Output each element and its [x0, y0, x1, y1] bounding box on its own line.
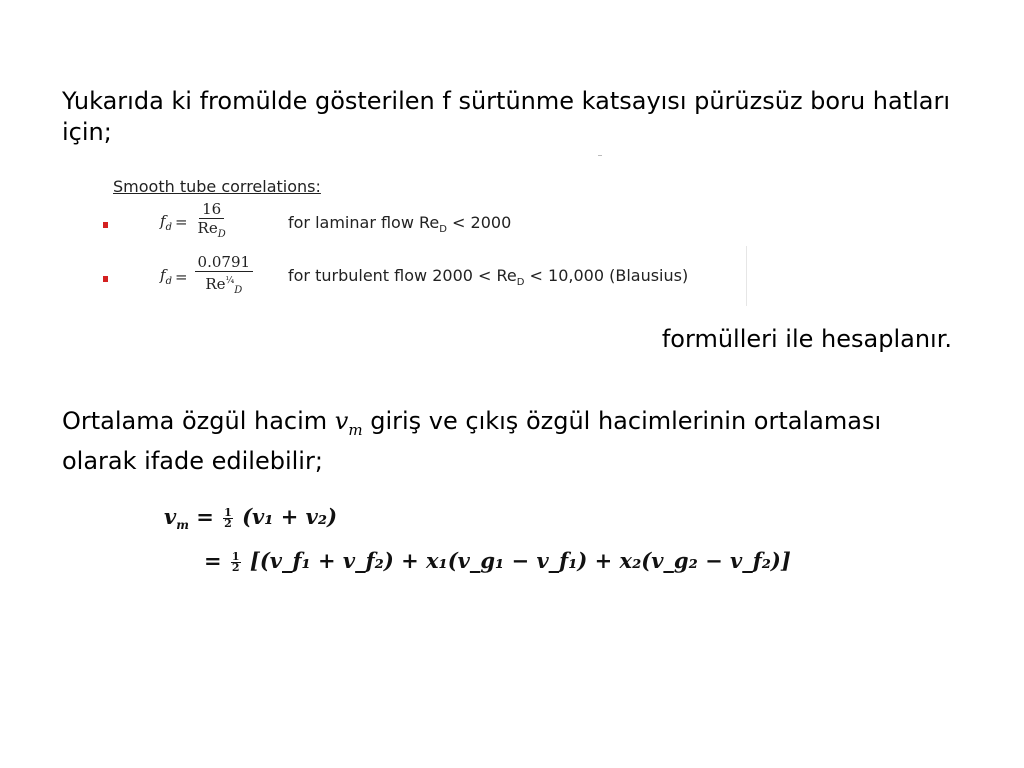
equation-line-2-rest: [(v_f₁ + v_f₂) + x₁(v_g₁ − v_f₁) + x₂(v_g₂ − v_f₂)]: [249, 548, 791, 573]
equals-sign: =: [174, 213, 188, 231]
correlations-title: Smooth tube correlations:: [113, 177, 321, 196]
vm-lhs: $v_m$: [164, 504, 189, 533]
equation-line-2: = $\frac{1}{2}$ [(v_f₁ + v_f₂) + x₁(v_g₁ − v_f₁) + x₂(v_g₂ − v_f₂)]: [204, 548, 791, 574]
formula-lhs: $f_d$: [160, 266, 172, 287]
one-half-fraction: $\frac{1}{2}$: [224, 506, 232, 530]
formula-fraction: $\frac{16}{Re_D}$: [197, 200, 226, 240]
turbulent-description: for turbulent flow $2000 < Re_D < 10,000$ (Blausius): [288, 266, 689, 289]
formula-lhs: $f_d$: [160, 211, 172, 233]
intro-paragraph: Yukarıda ki fromülde gösterilen f sürtünme katsayısı pürüzsüz boru hatları için;: [62, 87, 951, 146]
average-volume-paragraph: Ortalama özgül hacim $v_m$ giriş ve çıkış özgül hacimlerinin ortalaması olarak ifade edilebilir;: [62, 407, 882, 475]
bullet-icon: [103, 222, 108, 228]
laminar-formula: [160, 200, 229, 244]
turbulent-formula: [160, 253, 253, 300]
smooth-tube-correlations-image: [98, 158, 750, 310]
bullet-icon: [103, 276, 108, 282]
equation-line-1: $v_m$ = $\frac{1}{2}$ (v₁ + v₂): [164, 504, 337, 533]
one-half-fraction: $\frac{1}{2}$: [231, 550, 240, 574]
equals-sign: =: [174, 267, 188, 286]
laminar-description: for laminar flow $Re_D < 2000$: [288, 213, 512, 236]
formulas-conclusion: formülleri ile hesaplanır.: [661, 325, 952, 353]
image-artifact: [598, 155, 602, 156]
equation-line-1-rest: (v₁ + v₂): [242, 504, 337, 529]
average-specific-volume-equation-image: [160, 492, 890, 588]
vm-symbol: $v_m$: [334, 407, 363, 439]
formula-fraction: $\frac{0.0791}{Re^{\frac{1}{4}}_D}$: [195, 253, 254, 300]
image-edge: [746, 246, 747, 306]
